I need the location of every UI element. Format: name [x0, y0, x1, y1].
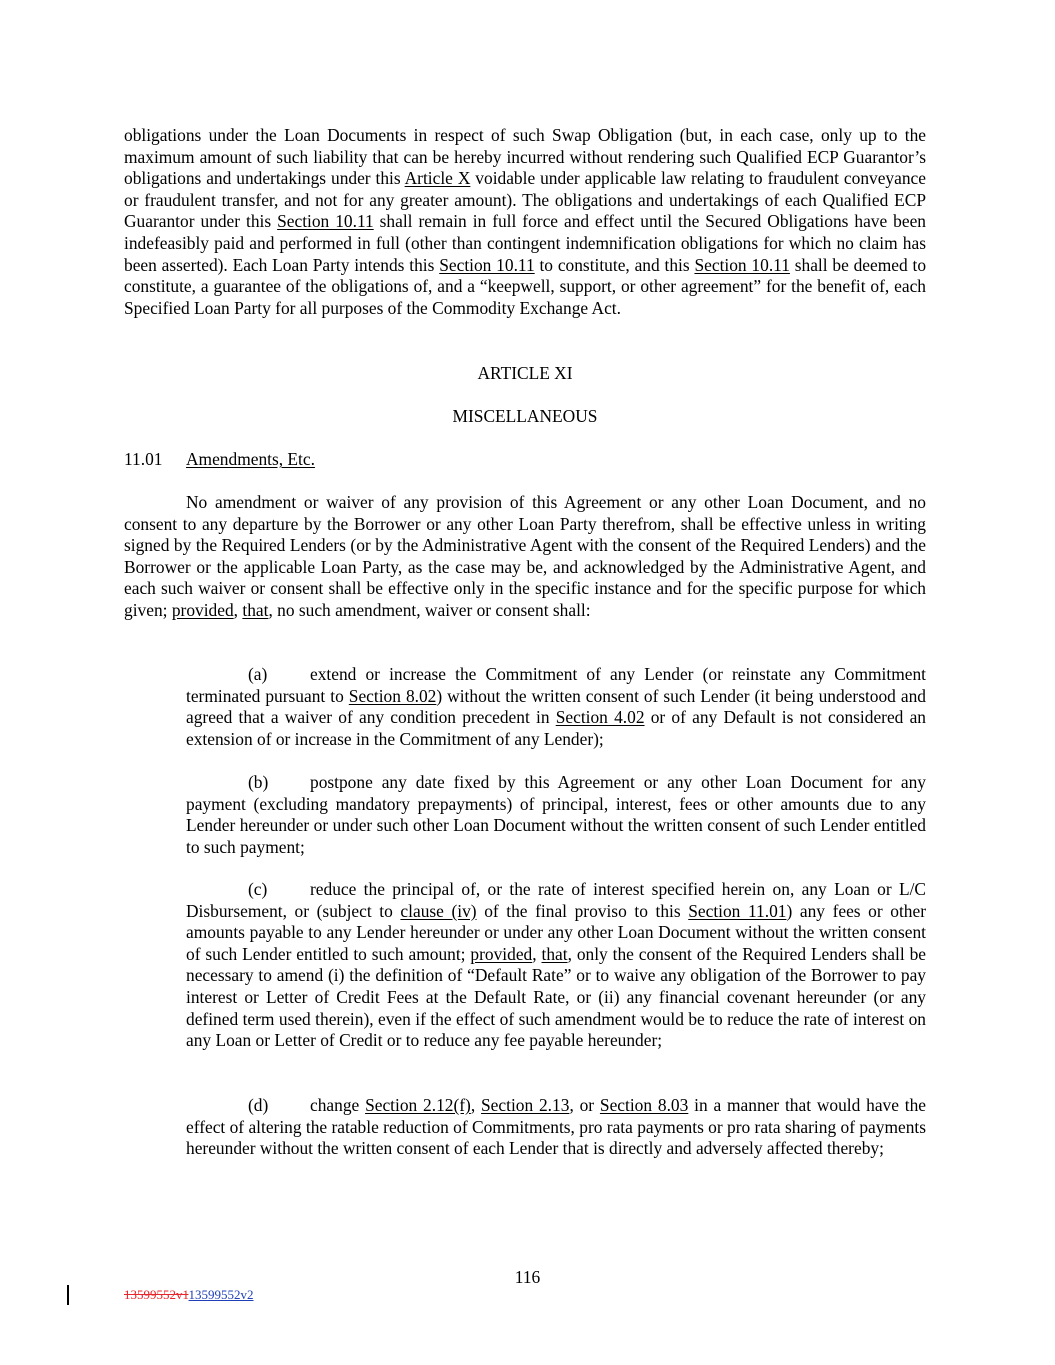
- page-number: 116: [514, 1267, 541, 1287]
- document-id-inserted: 13599552v2: [188, 1287, 254, 1302]
- text: ,: [470, 1095, 482, 1115]
- text: in a manner that would have the effect of altering the ratable reduction of Commitments, pro rata payments or pro rata sharing of payments hereunder without the written consent of each Lender that is directly and adversely affected thereby;: [186, 1095, 927, 1159]
- document-id: [124, 1287, 254, 1303]
- xref-section-10-11[interactable]: Section 10.11: [439, 254, 535, 275]
- section-heading: [124, 449, 315, 471]
- clause-label: (d): [248, 1095, 269, 1115]
- section-title: Amendments, Etc.: [186, 449, 315, 469]
- that-term: that: [242, 599, 269, 620]
- provided-term: provided: [470, 943, 533, 964]
- text: shall be deemed to constitute, a guarantee of the obligations of, and a “keepwell, support, or other agreement” for the benefit of, each Specified Loan Party for all purposes of the Commodity Exchange Act.: [124, 254, 927, 318]
- text: extend or increase the Commitment of any Lender (or reinstate any Commitment terminated pursuant to: [186, 664, 926, 706]
- revision-change-bar: [67, 1285, 69, 1305]
- xref-clause-iv[interactable]: clause (iv): [400, 900, 477, 921]
- clause-label: (c): [248, 879, 268, 899]
- xref-section-4-02[interactable]: Section 4.02: [555, 707, 645, 728]
- text: to constitute, and this: [534, 254, 695, 275]
- xref-section-2-12f[interactable]: Section 2.12(f): [365, 1095, 471, 1115]
- text: , or: [569, 1095, 600, 1115]
- text: ) any fees or other amounts payable to any Lender hereunder or under any other Loan Document without the written consent of such Lender entitled to such amount;: [186, 900, 926, 964]
- clause-item-a: [186, 664, 926, 750]
- text: ) without the written consent of such Lender (it being understood and agreed that a waiver of any condition precedent in: [186, 685, 926, 728]
- document-id-deleted: 13599552v1: [124, 1287, 189, 1302]
- xref-section-10-11[interactable]: Section 10.11: [694, 254, 790, 275]
- text: , only the consent of the Required Lenders shall be necessary to amend (i) the definition of “Default Rate” or to waive any obligation of the Borrower to pay interest or Letter of Credit Fees at the Default Rate, or (ii) any financial covenant hereunder (or any defined term used therein), even if the effect of such amendment would be to reduce the rate of interest on any Loan or Letter of Credit or to reduce any fee payable hereunder;: [186, 943, 926, 1051]
- article-subtitle: MISCELLANEOUS: [452, 406, 598, 426]
- text: , no such amendment, waiver or consent shall:: [268, 599, 591, 620]
- paragraph-amendments-intro: [124, 492, 926, 622]
- xref-section-8-02[interactable]: Section 8.02: [348, 685, 437, 706]
- text: ,: [532, 943, 542, 964]
- xref-article-x[interactable]: Article X: [404, 168, 471, 189]
- clause-label: (a): [248, 664, 268, 684]
- xref-section-10-11[interactable]: Section 10.11: [277, 211, 374, 232]
- paragraph-swap-obligation-continuation: [124, 125, 926, 319]
- clause-label: (b): [248, 772, 269, 792]
- section-number: 11.01: [124, 449, 163, 469]
- xref-section-11-01[interactable]: Section 11.01: [688, 900, 787, 921]
- text: change: [310, 1095, 366, 1115]
- text: postpone any date fixed by this Agreement or any other Loan Document for any payment (excluding mandatory prepayments) of principal, interest, fees or other amounts due to any Lender hereunder or under such other Loan Document without the written consent of such Lender entitled to such payment;: [186, 772, 926, 857]
- text: voidable under applicable law relating to fraudulent conveyance or fraudulent transfer, and not for any greater amount). The obligations and undertakings of each Qualified ECP Guarantor under this: [124, 168, 926, 232]
- text: of the final proviso to this: [476, 900, 689, 921]
- text: shall remain in full force and effect until the Secured Obligations have been indefeasibly paid and performed in full (other than contingent indemnification obligations for which no claim has been asserted). Each Loan Party intends this: [124, 211, 926, 275]
- text: reduce the principal of, or the rate of interest specified herein on, any Loan or L/C Disbursement, or (subject to: [186, 879, 926, 921]
- text: No amendment or waiver of any provision of this Agreement or any other Loan Document, and no consent to any departure by the Borrower or any other Loan Party therefrom, shall be effective unless in writing signed by the Required Lenders (or by the Administrative Agent with the consent of the Required Lenders) and the Borrower or the applicable Loan Party, as the case may be, and acknowledged by the Administrative Agent, and each such waiver or consent shall be effective only in the specific instance and for the specific purpose for which given;: [124, 492, 926, 620]
- clause-item-b: [186, 772, 926, 858]
- clause-item-c: [186, 879, 926, 1052]
- that-term: that: [541, 943, 568, 964]
- text: obligations under the Loan Documents in respect of such Swap Obligation (but, in each case, only up to the maximum amount of such liability that can be hereby incurred without rendering such Qualified ECP Guarantor’s obligations and undertakings under this: [124, 125, 926, 189]
- article-title: ARTICLE XI: [477, 363, 573, 383]
- clause-item-d: [186, 1095, 926, 1160]
- provided-term: provided: [171, 599, 234, 620]
- text: or of any Default is not considered an extension of or increase in the Commitment of any Lender);: [186, 707, 926, 749]
- xref-section-8-03[interactable]: Section 8.03: [599, 1095, 689, 1115]
- text: ,: [233, 599, 243, 620]
- xref-section-2-13[interactable]: Section 2.13: [481, 1095, 570, 1115]
